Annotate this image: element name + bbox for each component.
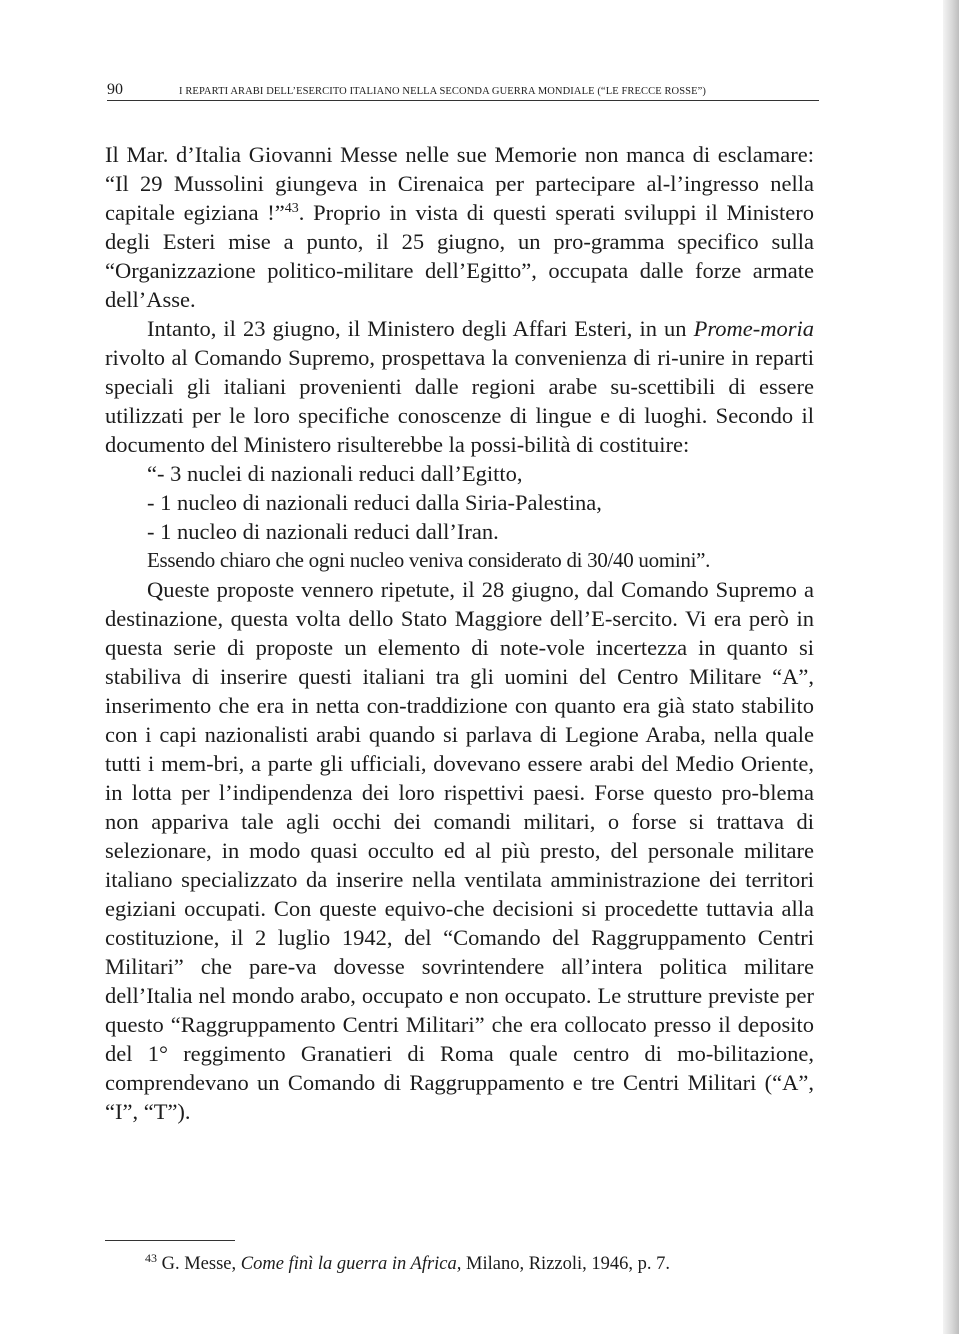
- paragraph-1-text-b: . Proprio in vista di questi sperati sviluppi il Ministero degli Esteri mise a punto, il 25 giugno, un pro-gramma specifico sulla “Organizzazione politico-militare dell’Egitto”, occupata dalle forze armate dell’Asse.: [105, 200, 814, 312]
- footnote-reference: 43: [284, 201, 299, 216]
- page-number: 90: [107, 81, 123, 98]
- paragraph-1-text-a: Il Mar. d’Italia Giovanni Messe nelle sue Memorie non manca di esclamare: “Il 29 Mussolini giungeva in Cirenaica per partecipare al-l’ingresso nella capitale egiziana !”: [105, 142, 814, 225]
- footnote-number: 43: [145, 1251, 157, 1265]
- paragraph-1: [105, 140, 814, 314]
- page-header: [107, 80, 819, 104]
- paragraph-3: Queste proposte vennero ripetute, il 28 giugno, dal Comando Supremo a destinazione, questa volta dello Stato Maggiore dell’E-sercito. Vi era però in questa serie di proposte un elemento di note-vole incertezza in quanto si stabiliva di inserire questi italiani tra gli uomini del Centro Militare “A”, inserimento che era in netta con-traddizione con quanto era già stato stabilito con i capi nazionalisti arabi quando si parlava di Legione Araba, nella quale tutti i mem-bri, a parte gli ufficiali, dovevano essere arabi del Medio Oriente, in lotta per l’indipendenza dei loro rispettivi paesi. Forse questo pro-blema non appariva tale agli occhi dei comandi militari, o forse si trattava di selezionare, in modo quasi occulto ed al più presto, del personale militare italiano specializzato da inserire nella ventilata amministrazione dei territori egiziani occupati. Con queste equivo-che decisioni si procedette tuttavia alla costituzione, il 2 luglio 1942, del “Comando del Raggruppamento Centri Militari” che pare-va dovesse sovrintendere all’intera politica militare dell’Italia nel mondo arabo, occupato e non occupato. Le strutture previste per questo “Raggruppamento Centri Militari” che era collocato presso il deposito del 1° reggimento Granatieri di Roma quale centro di mo-bilitazione, comprendevano un Comando di Raggruppamento e tre Centri Militari (“A”, “I”, “T”).: [105, 577, 814, 1124]
- quote-line-2: - 1 nucleo di nazionali reduci dalla Siria-Palestina,: [147, 490, 602, 515]
- main-text: [105, 140, 814, 1126]
- footnote-title: Come finì la guerra in Africa,: [240, 1254, 462, 1274]
- paragraph-2-text-b: rivolto al Comando Supremo, prospettava la convenienza di ri-unire in reparti speciali gli italiani provenienti dalle regioni arabe su-scettibili di essere utilizzati per le loro specifiche conoscenze di lingue e di luoghi. Secondo il documento del Ministero risulterebbe la possi-bilità di costituire:: [105, 345, 814, 457]
- paragraph-2-italic-term: Prome-moria: [693, 316, 814, 341]
- footnote-publication: Milano, Rizzoli, 1946, p. 7.: [461, 1254, 671, 1274]
- quote-line-1: “- 3 nuclei di nazionali reduci dall’Egitto,: [147, 461, 523, 486]
- quote-line-3: - 1 nucleo di nazionali reduci dall’Iran.: [147, 519, 499, 544]
- paragraph-2: [105, 314, 814, 459]
- paragraph-2-text-a: Intanto, il 23 giugno, il Ministero degli Affari Esteri, in un: [147, 316, 694, 341]
- running-title: I REPARTI ARABI DELL’ESERCITO ITALIANO NELLA SECONDA GUERRA MONDIALE (“LE FRECCE ROSSE”): [179, 86, 706, 97]
- header-rule: [107, 100, 819, 101]
- page-gutter-shadow: [943, 0, 959, 1334]
- quote-line-4: Essendo chiaro che ogni nucleo veniva considerato di 30/40 uomini”.: [147, 548, 711, 572]
- footnote-author: G. Messe,: [157, 1254, 241, 1274]
- footnote: [145, 1252, 670, 1276]
- footnote-rule: [105, 1240, 235, 1241]
